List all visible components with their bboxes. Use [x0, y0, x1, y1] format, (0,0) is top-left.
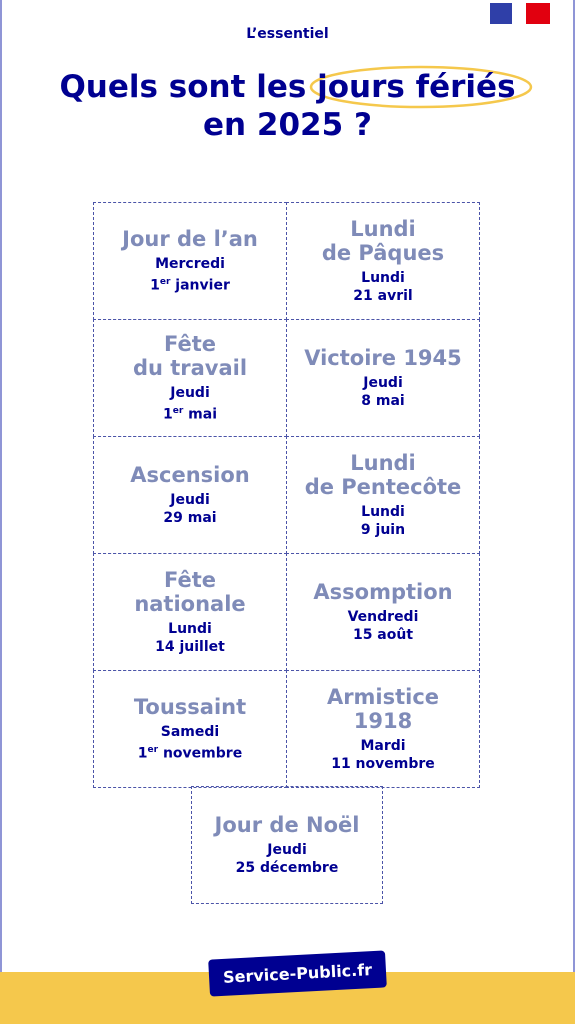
holiday-day: Lundi [361, 270, 405, 286]
holiday-day: Jeudi [170, 492, 210, 508]
holiday-cell [93, 553, 287, 671]
holiday-cell [286, 202, 480, 320]
kicker-label: L’essentiel [246, 26, 329, 42]
holiday-day: Vendredi [347, 609, 419, 625]
holidays-row [93, 436, 489, 553]
holiday-cell-noel [191, 786, 383, 904]
holidays-row [93, 202, 489, 319]
holiday-name: Ascension [130, 463, 250, 487]
holiday-day: Mercredi [155, 256, 225, 273]
holiday-name: Lundi de Pentecôte [304, 451, 462, 499]
holiday-cell [93, 319, 287, 437]
holiday-date: 1er novembre [137, 745, 243, 762]
title-highlight: jours fériés [317, 68, 515, 106]
holiday-day: Lundi [168, 621, 212, 637]
holiday-name: Jour de l’an [122, 227, 258, 252]
holiday-day: Jeudi [170, 385, 210, 402]
holiday-name: Toussaint [133, 695, 247, 720]
title-part2: en 2025 ? [203, 107, 372, 143]
holiday-date: 11 novembre [331, 756, 435, 772]
holiday-cell [93, 670, 287, 788]
holiday-cell [93, 202, 287, 320]
holiday-day: Jeudi [267, 842, 307, 858]
holidays-grid [93, 202, 489, 787]
holiday-name: Victoire 1945 [304, 346, 462, 370]
service-public-logo: Service-Public.fr [208, 950, 387, 996]
holiday-date: 14 juillet [155, 639, 225, 655]
holidays-row [93, 670, 489, 787]
holiday-date: 1er mai [162, 406, 217, 423]
holiday-cell [286, 553, 480, 671]
french-flag-logo [490, 3, 550, 24]
holiday-date: 8 mai [361, 393, 405, 409]
holiday-cell [93, 436, 287, 554]
frame-left-border [0, 0, 2, 1024]
holiday-name: Assomption [313, 580, 453, 604]
holiday-date: 25 décembre [235, 860, 339, 876]
holiday-date: 1er janvier [150, 277, 230, 294]
holiday-cell [286, 436, 480, 554]
holiday-date: 21 avril [353, 288, 413, 304]
holiday-date: 15 août [352, 627, 414, 643]
holiday-cell [286, 670, 480, 788]
holiday-name: Fête nationale [134, 568, 246, 616]
holiday-name: Armistice 1918 [326, 685, 440, 733]
holiday-day: Samedi [160, 724, 220, 741]
holiday-day: Jeudi [363, 375, 403, 391]
holiday-date: 29 mai [163, 510, 217, 526]
holiday-name: Jour de Noël [214, 813, 360, 837]
holiday-name: Fête du travail [132, 332, 248, 381]
title-part1: Quels sont les [59, 69, 318, 105]
holiday-day: Mardi [360, 738, 406, 754]
holiday-date: 9 juin [360, 522, 406, 538]
holiday-name: Lundi de Pâques [321, 217, 445, 265]
holidays-row [93, 319, 489, 436]
holiday-day: Lundi [361, 504, 405, 520]
page-title [0, 68, 575, 144]
holiday-cell [286, 319, 480, 437]
holidays-row [93, 553, 489, 670]
